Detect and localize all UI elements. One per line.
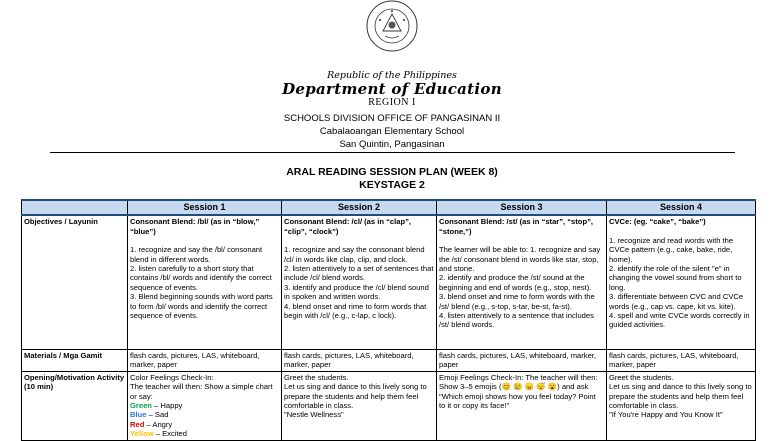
session-plan-table — [21, 199, 756, 441]
department-name: Department of Education — [282, 80, 502, 98]
s2-opening-song: "Nestle Wellness" — [284, 410, 344, 420]
s1-objective-item: 1. recognize and say the /bl/ consonant blend in different words. — [130, 245, 263, 264]
opening-session-1 — [128, 371, 282, 440]
materials-label — [22, 349, 128, 371]
s3-objective-item: 4. listen attentively to a sentence that includes /st/ blend words. — [439, 311, 594, 330]
region-name: REGION I — [368, 97, 416, 108]
table-header-row — [22, 200, 756, 215]
s3-objective-title: Consonant Blend: /st/ (as in “star”, “stop”, “stone,”) — [439, 217, 593, 236]
s1-objective-item: 2. listen carefully to a short story that contains /bl/ words and identify the correct sequence of events. — [130, 264, 272, 292]
materials-label-text: Materials / Mga Gamit — [24, 350, 103, 360]
s3-objective-intro: The learner will be able to: 1. recognize and say the /st/ consonant blend in words like star, stop, and stone. — [439, 245, 601, 274]
opening-session-3 — [437, 371, 607, 440]
objectives-label-text: Objectives / Layunin — [24, 217, 98, 227]
color-feeling-blue: Blue – Sad — [130, 410, 169, 420]
opening-label-text: Opening/Motivation Activity — [24, 372, 125, 382]
s1-opening-line: Color Feelings Check-In: — [130, 372, 214, 382]
opening-duration: (10 min) — [24, 382, 54, 392]
s3-objective-item: 3. blend onset and rime to form words with the /st/ blend (e.g., s-top, s-tar, be-st, fa-st). — [439, 292, 595, 311]
s2-objective-item: 2. listen attentively to a set of sentences that include /cl/ blend words. — [284, 264, 434, 283]
feeling: Excited — [162, 429, 187, 439]
plan-subtitle: KEYSTAGE 2 — [359, 179, 425, 191]
color-feeling-red: Red – Angry — [130, 419, 173, 429]
header-session-3: Session 3 — [437, 200, 607, 215]
republic-line: Republic of the Philippines — [327, 70, 457, 81]
s2-objective-title: Consonant Blend: /cl/ (as in “clap”, “clip”, “clock”) — [284, 217, 411, 236]
s4-opening-line: Greet the students. — [609, 372, 674, 382]
feeling: Happy — [160, 400, 183, 410]
s2-objective-item: 1. recognize and say the consonant blend /cl/ in words like clap, clip, and clock. — [284, 245, 425, 264]
color-feeling-yellow: Yellow – Excited — [130, 429, 187, 439]
school-name: Cabalaoangan Elementary School — [319, 126, 465, 137]
objectives-row — [22, 215, 756, 349]
color-name: Yellow — [130, 429, 154, 439]
materials-session-3: flash cards, pictures, LAS, whiteboard, marker, paper — [437, 349, 607, 371]
s4-objective-item: 2. identify the role of the silent "e" in changing the vowel sound from short to long. — [609, 264, 742, 292]
deped-seal — [366, 0, 418, 52]
materials-session-2: flash cards, pictures, LAS, whiteboard, marker, paper — [282, 349, 437, 371]
s2-opening-line: Greet the students. — [284, 372, 349, 382]
header-session-2: Session 2 — [282, 200, 437, 215]
objectives-session-2 — [282, 215, 437, 349]
objectives-session-4 — [607, 215, 756, 349]
opening-session-4 — [607, 371, 756, 440]
s4-opening-line: Let us sing and dance to this lively song to prepare the students and help them feel comfortable in class. — [609, 382, 752, 410]
s3-objective-item: 2. identify and produce the /st/ sound at the beginning and end of words (e.g., stop, nest). — [439, 273, 592, 292]
feeling: Angry — [152, 419, 173, 429]
feeling: Sad — [154, 410, 169, 420]
plan-title: ARAL READING SESSION PLAN (WEEK 8) — [286, 166, 498, 178]
header-divider — [50, 152, 735, 153]
color-feeling-green: Green – Happy — [130, 400, 183, 410]
s3-opening-line: Emoji Feelings Check-In: The teacher will then: — [439, 372, 598, 382]
s4-objective-item: 3. differentiate between CVC and CVCe words (e.g., cap vs. cape, kit vs. kite). — [609, 292, 744, 311]
materials-session-1: flash cards, pictures, LAS, whiteboard, marker, paper — [128, 349, 282, 371]
s4-opening-song: "If You're Happy and You Know It" — [609, 410, 723, 420]
color-name: Green — [130, 400, 152, 410]
s1-objective-item: 3. Blend beginning sounds with word parts to form /bl/ words and identify the correct sequence of events. — [130, 292, 273, 321]
objectives-session-1 — [128, 215, 282, 349]
s4-objective-title: CVCe: (eg. “cake”, “bake”) — [609, 217, 706, 227]
color-name: Red — [130, 419, 145, 429]
s1-opening-line: The teacher will then: Show a simple chart or say: — [130, 382, 273, 401]
division-name: SCHOOLS DIVISION OFFICE OF PANGASINAN II — [283, 113, 501, 124]
opening-label — [22, 371, 128, 440]
s3-opening-line: Show 3–5 emojis (😊 😢 😠 😴 😮) and ask "Which emoji shows how you feel today? Point to it or copy its face!" — [439, 382, 596, 410]
s2-objective-item: 4. blend onset and rime to form words that begin with /cl/ (e.g., c-lap, c lock). — [284, 301, 427, 321]
materials-session-4: flash cards, pictures, LAS, whiteboard, marker, paper — [607, 349, 756, 371]
s2-opening-line: Let us sing and dance to this lively song to prepare the students and help them feel comfortable in class. — [284, 382, 427, 410]
header-blank — [22, 200, 128, 215]
s1-objective-title: Consonant Blend: /bl/ (as in “blow,” “blue”) — [130, 217, 260, 236]
materials-row — [22, 349, 756, 371]
s4-objective-item: 1. recognize and read words with the CVCe pattern (e.g., cake, bake, ride, home). — [609, 235, 734, 264]
objectives-label — [22, 215, 128, 349]
opening-row — [22, 371, 756, 440]
header-session-4: Session 4 — [607, 200, 756, 215]
s4-objective-item: 4. spell and write CVCe words correctly in guided activities. — [609, 311, 750, 330]
objectives-session-3 — [437, 215, 607, 349]
school-address: San Quintin, Pangasinan — [339, 139, 445, 150]
header-session-1: Session 1 — [128, 200, 282, 215]
opening-session-2 — [282, 371, 437, 440]
color-name: Blue — [130, 410, 147, 420]
s2-objective-item: 3. identify and produce the /cl/ blend sound in spoken and written words. — [284, 282, 429, 302]
